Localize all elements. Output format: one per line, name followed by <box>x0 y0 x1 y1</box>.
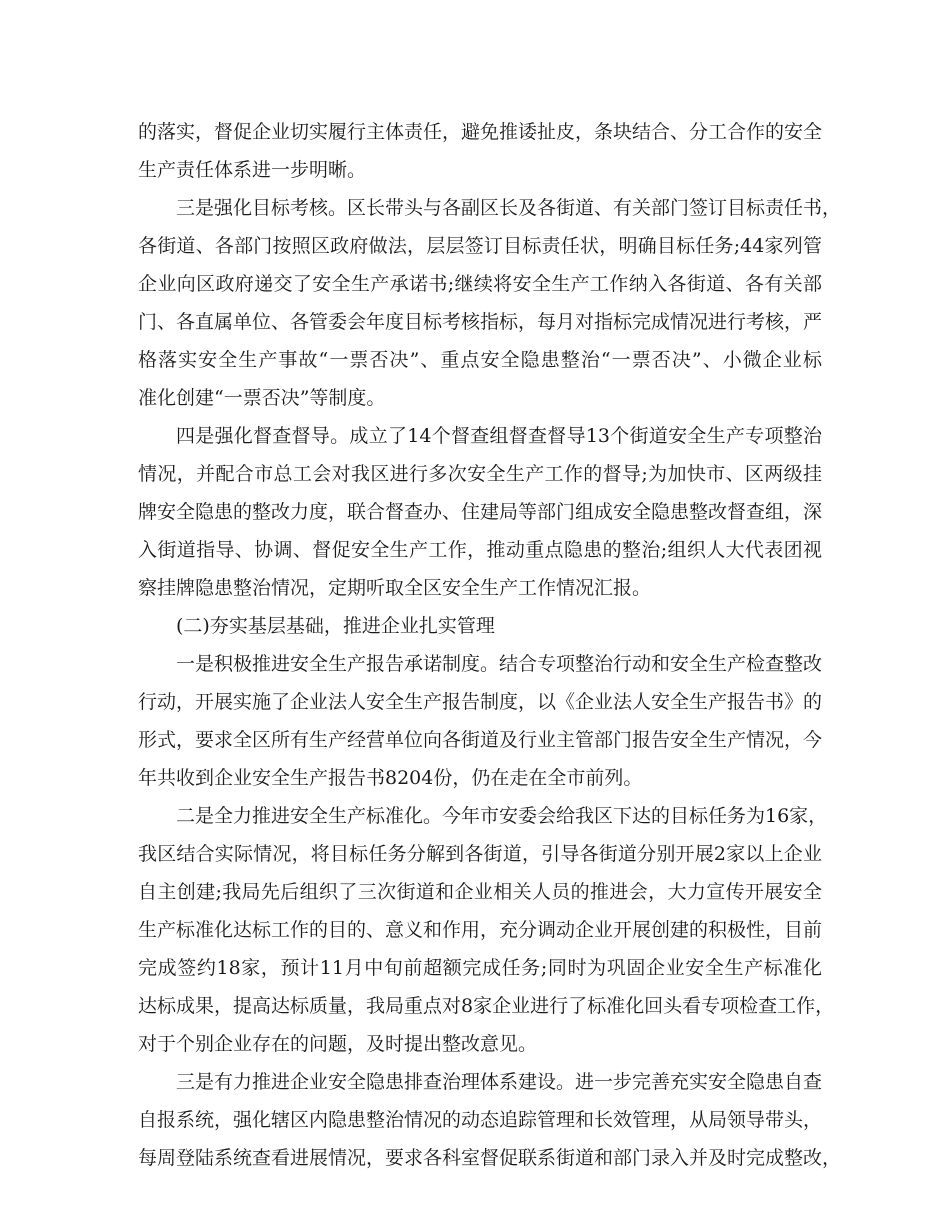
text-line: 入街道指导、协调、督促安全生产工作，推动重点隐患的整治;组织人大代表团视 <box>138 539 822 561</box>
text-line: 二是全力推进安全生产标准化。今年市安委会给我区下达的目标任务为16家， <box>176 805 828 827</box>
text-line: 每周登陆系统查看进展情况，要求各科室督促联系街道和部门录入并及时完成整改， <box>138 1147 842 1169</box>
text-line: 生产标准化达标工作的目的、意义和作用，充分调动企业开展创建的积极性，目前 <box>138 919 823 941</box>
text-line: 年共收到企业安全生产报告书8204份，仍在走在全市前列。 <box>138 767 643 789</box>
text-line: 完成签约18家，预计11月中旬前超额完成任务;同时为巩固企业安全生产标准化 <box>138 957 822 979</box>
text-line: 门、各直属单位、各管委会年度目标考核指标，每月对指标完成情况进行考核，严 <box>138 311 823 333</box>
text-line: 情况，并配合市总工会对我区进行多次安全生产工作的督导;为加快市、区两级挂 <box>138 463 822 485</box>
text-line: 达标成果，提高达标质量，我局重点对8家企业进行了标准化回头看专项检查工作， <box>138 995 835 1017</box>
text-line: 生产责任体系进一步明晰。 <box>138 159 367 181</box>
text-line: 的落实，督促企业切实履行主体责任，避免推诿扯皮，条块结合、分工合作的安全 <box>138 121 823 143</box>
text-line: 牌安全隐患的整改力度，联合督查办、住建局等部门组成安全隐患整改督查组，深 <box>138 501 823 523</box>
text-line: 三是有力推进企业安全隐患排查治理体系建设。进一步完善充实安全隐患自查 <box>176 1071 823 1093</box>
text-line: 各街道、各部门按照区政府做法，层层签订目标责任状，明确目标任务;44家列管 <box>138 235 822 257</box>
text-line: 准化创建“一票否决”等制度。 <box>138 387 386 409</box>
text-line: 企业向区政府递交了安全生产承诺书;继续将安全生产工作纳入各街道、各有关部 <box>138 273 822 295</box>
text-line: 行动，开展实施了企业法人安全生产报告制度，以《企业法人安全生产报告书》的 <box>138 691 823 713</box>
text-line: 自主创建;我局先后组织了三次街道和企业相关人员的推进会，大力宣传开展安全 <box>138 881 822 903</box>
text-line: 对于个别企业存在的问题，及时提出整改意见。 <box>138 1033 538 1055</box>
text-line: (二)夯实基层基础，推进企业扎实管理 <box>176 615 495 637</box>
document-body <box>138 113 842 1177</box>
text-line: 三是强化目标考核。区长带头与各副区长及各街道、有关部门签订目标责任书， <box>176 197 842 219</box>
text-line: 形式，要求全区所有生产经营单位向各街道及行业主管部门报告安全生产情况，今 <box>138 729 823 751</box>
text-line: 我区结合实际情况，将目标任务分解到各街道，引导各街道分别开展2家以上企业 <box>138 843 822 865</box>
text-line: 自报系统，强化辖区内隐患整治情况的动态追踪管理和长效管理，从局领导带头， <box>138 1109 823 1131</box>
text-line: 一是积极推进安全生产报告承诺制度。结合专项整治行动和安全生产检查整改 <box>176 653 823 675</box>
text-line: 四是强化督查督导。成立了14个督查组督查督导13个街道安全生产专项整治 <box>176 425 822 447</box>
text-line: 格落实安全生产事故“一票否决”、重点安全隐患整治“一票否决”、小微企业标 <box>138 349 822 371</box>
text-line: 察挂牌隐患整治情况，定期听取全区安全生产工作情况汇报。 <box>138 577 652 599</box>
